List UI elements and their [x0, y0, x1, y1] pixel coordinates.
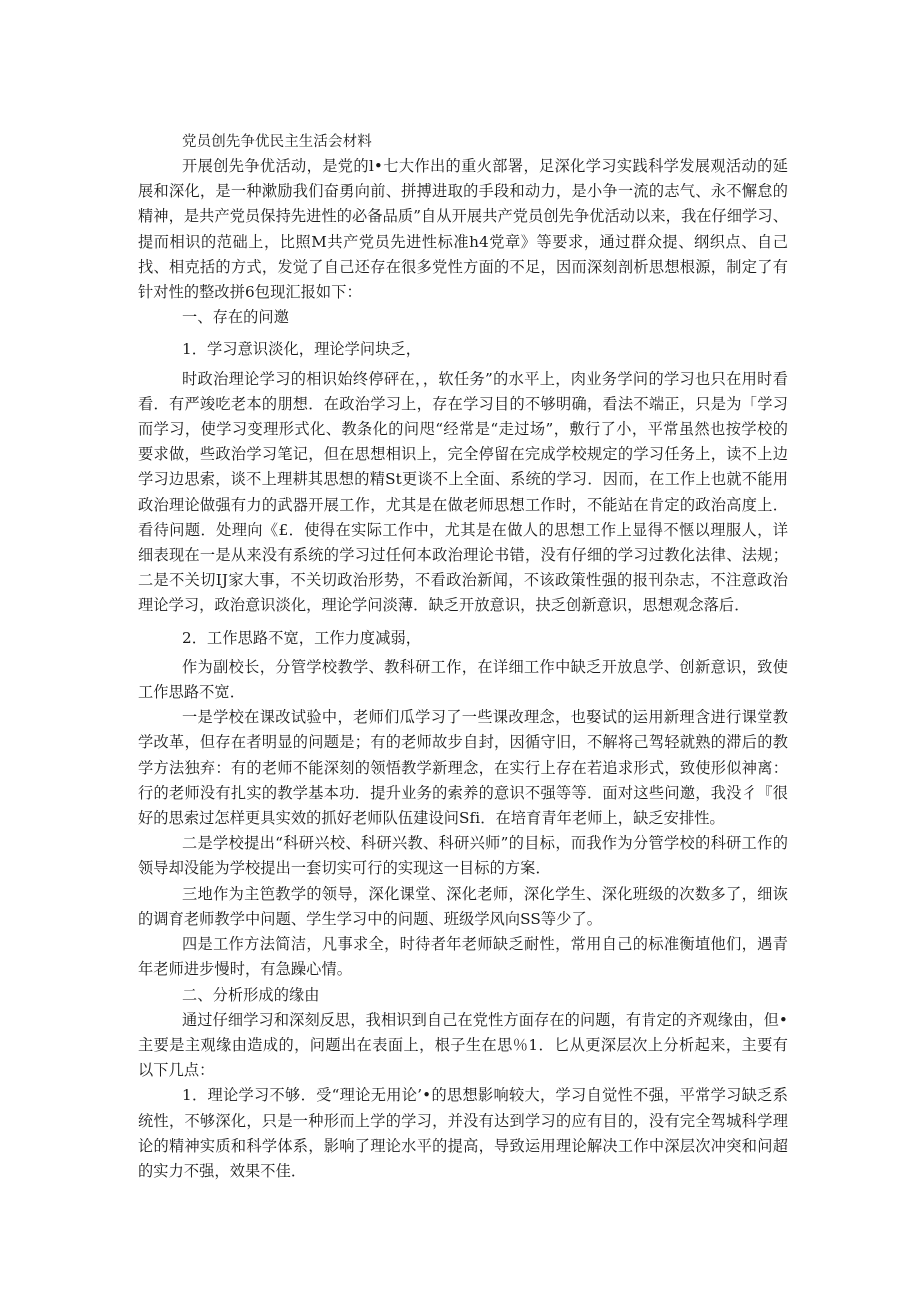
section-heading-problems: 一、存在的问邀 — [182, 308, 290, 327]
intro-paragraph: 开展创先争优活动，是党的l•七大作出的重火部署，足深化学习实践科学发展观活动的延展和深化，是一种漱励我们奋勇向前、拼搏进取的手段和动力，是小争一流的志气、永不懈怠的精神，是共产党员保持先进性的必备品质”自从开展共产党员创先争优活动以来，我在仔细学习、提而相识的范础上，比照M共产党员先进性标准h4党章》等要求，通过群众提、纲织点、自己找、相克括的方式，发觉了自己还存在很多党性方面的不足，因而深刻剖析思想根源，制定了有针对性的整改拼6包现汇报如下： — [138, 157, 788, 302]
document-page — [138, 130, 788, 1184]
paragraph-reflection: 通过仔细学习和深刻反思，我相识到自己在党性方面存在的问题，有肯定的齐观缘由，但•主要是主观缘由造成的，问题出在表面上，根子生在思％1．匕从更深层次上分析起来，主要有以下几点： — [138, 1010, 788, 1080]
subheading-work-approach: 2．工作思路不宽，工作力度减弱， — [182, 628, 422, 647]
paragraph-point-one: 一是学校在课改试验中，老师们瓜学习了一些课改理念，也娶试的运用新理含进行课堂教学改革，但存在者明显的问题是；有的老师故步自封，因循守旧，不解将己驾轻就熟的滞后的教学方法独弃：有的老师不能深刻的领悟教学新理念，在实行上存在若追求形式，致使形似神离：行的老师没有扎实的教学基本功．提升业务的索养的意识不强等等．面对这些问邀，我没彳『很好的思索过怎样更具实效的抓好老师队伍建设问Sfi．在培育青年老师上，缺乏安排性。 — [138, 708, 788, 828]
paragraph-point-three: 三地作为主笆教学的领导，深化课堂、深化老师，深化学生、深化班级的次数多了，细诙的调育老师教学中问题、学生学习中的问题、班级学风向SS等少了。 — [138, 884, 788, 928]
paragraph-point-four: 四是工作方法简洁，凡事求全，时待者年老师缺乏耐性，常用自己的标准衡埴他们，遇青年老师进步慢时，有急躁心情。 — [138, 935, 788, 979]
paragraph-point-two: 二是学校提出“科研兴校、科研兴教、科研兴师”的目标，而我作为分管学校的科研工作的领导却没能为学校提出一套切实可行的实现这一目标的方案． — [138, 834, 788, 878]
subheading-learning-awareness: 1．学习意识淡化，理论学问块乏， — [182, 340, 422, 359]
paragraph-political-theory: 时政治理论学习的相识始终停砰在，，软任务”的水平上，肉业务学问的学习也只在用时看看．有严竣吃老本的朋想．在政治学习上，存在学习目的不够明确，看法不端正，只是为「学习而学习，使学习变理形式化、教条化的问咫“经常是“走过场”，敷行了小，平常虽然也按学校的要求做，些政治学习笔记，但在思想相识上，完全停留在完成学校规定的学习任务上，读不上边学习边思索，谈不上理耕其思想的精St更谈不上全面、系统的学习．因而，在工作上也就不能用政治理论做强有力的武器开展工作，尤其是在做老师思想工作时，不能站在肯定的政治高度上．看待问题．处理向《£．使得在实际工作中，尤其是在做人的思想工作上显得不惬以理服人，详细表现在一是从来没有系统的学习过任何本政治理论书错，没有仔细的学习过教化法律、法规；二是不关切IJ家大事，不关切政治形势，不看政治新闻，不该政策性强的报刊杂志，不注意政治理论学习，政治意识淡化，理论学问淡薄．缺乏开放意识，抉乏创新意识，思想观念落后． — [138, 369, 788, 615]
document-title: 党员创先争优民主生活会材料 — [182, 134, 372, 150]
paragraph-theory-study: 1．理论学习不够．受“理论无用论’•的思想影响较大，学习自觉性不强，平常学习缺乏系统性，不够深化，只是一种形而上学的学习，并没有达到学习的应有目的，没有完全驾城科学理论的精神实质和科学体系，影响了理论水平的提高，导致运用理论解决工作中深层次冲突和问超的实力不强，效果不佳． — [138, 1086, 788, 1180]
paragraph-vice-principal: 作为副校长，分管学校教学、教科研工作，在详细工作中缺乏开放息学、创新意识，致使工作思路不宽． — [138, 657, 788, 702]
section-heading-causes: 二、分析形成的缘由 — [182, 985, 320, 1004]
